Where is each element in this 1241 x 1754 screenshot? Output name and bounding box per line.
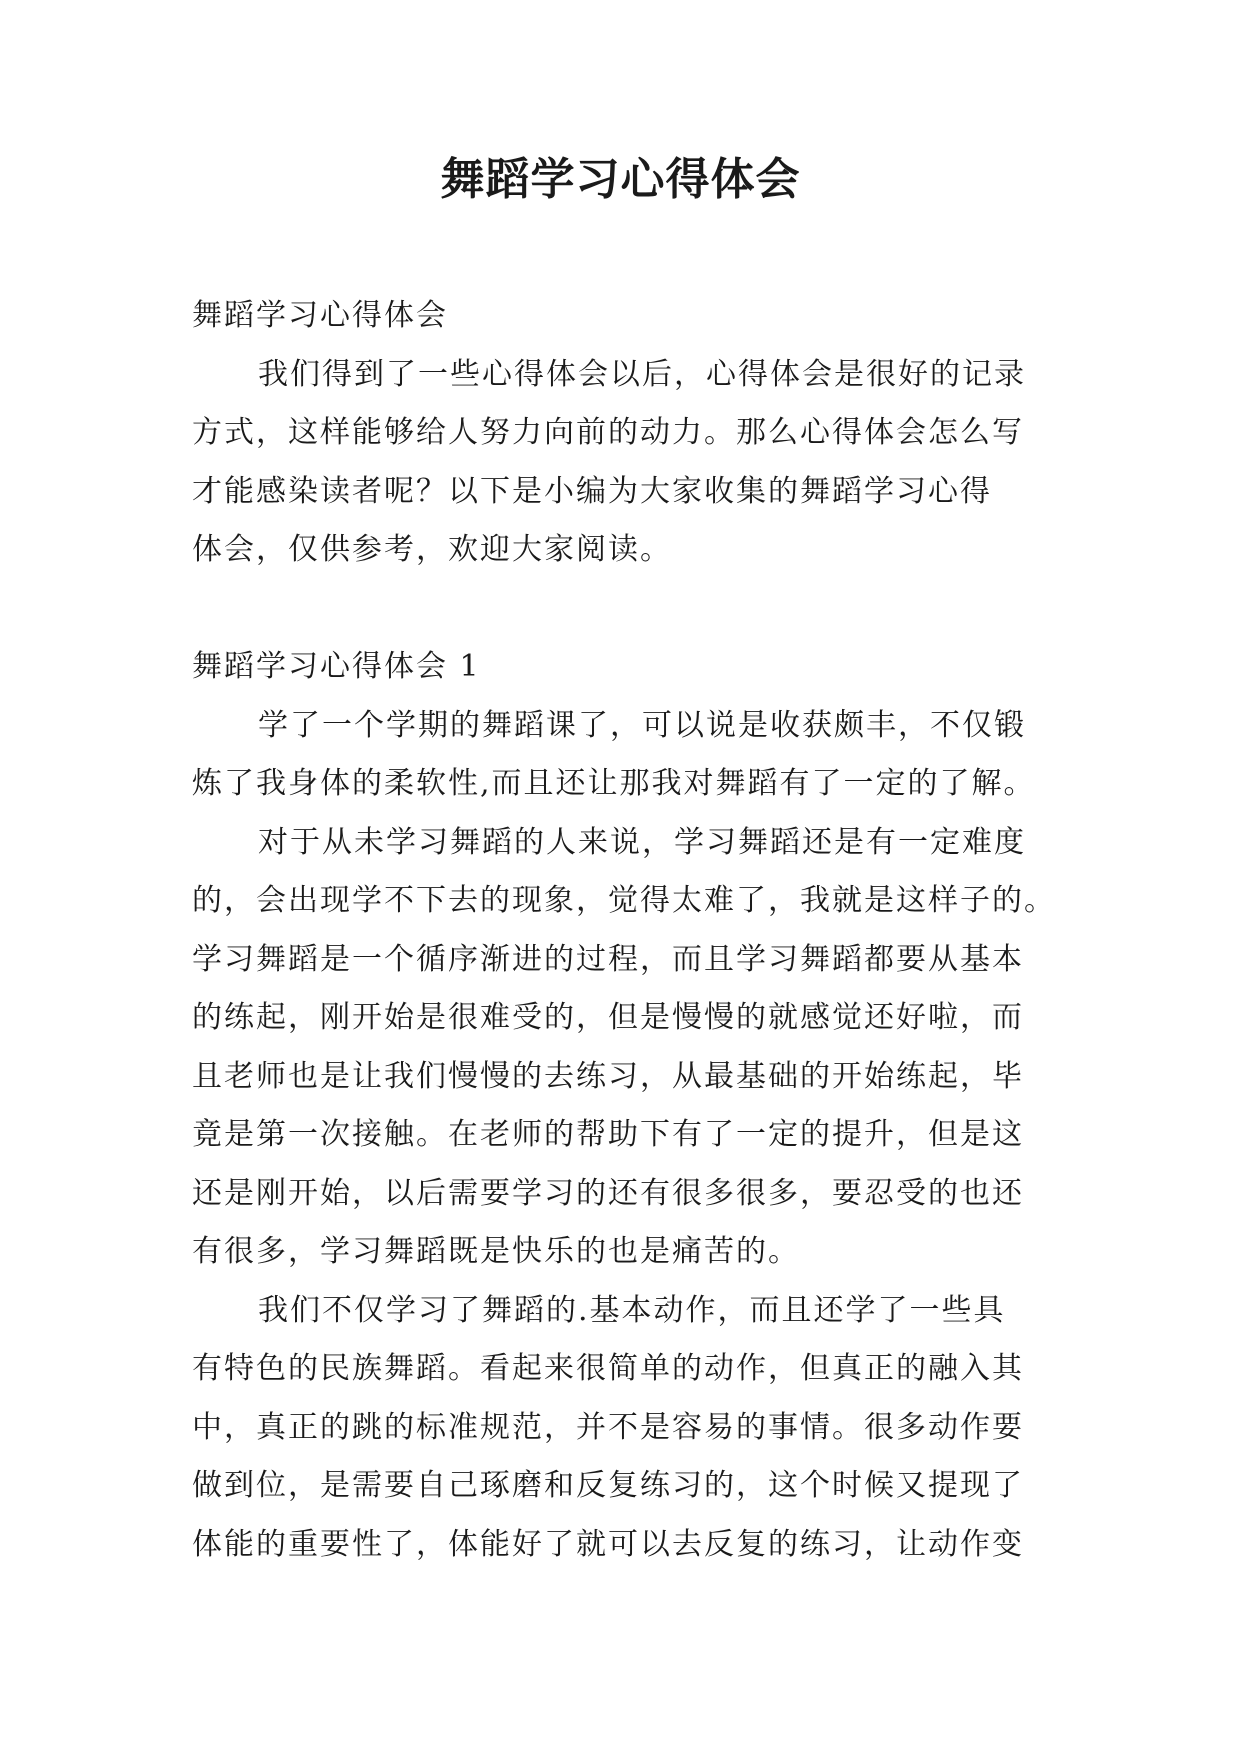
section-heading: 舞蹈学习心得体会 (192, 298, 448, 333)
text-line: 对于从未学习舞蹈的人来说，学习舞蹈还是有一定难度 (258, 824, 1026, 860)
text-line: 学习舞蹈是一个循序渐进的过程，而且学习舞蹈都要从基本 (192, 941, 1024, 977)
text-line: 中，真正的跳的标准规范，并不是容易的事情。很多动作要 (192, 1409, 1024, 1445)
text-line: 的练起，刚开始是很难受的，但是慢慢的就感觉还好啦，而 (192, 1000, 1024, 1035)
text-line: 的，会出现学不下去的现象，觉得太难了，我就是这样子的。 (192, 883, 1056, 918)
document-title: 舞蹈学习心得体会 (440, 154, 801, 205)
section-spacer (192, 580, 1052, 639)
text-line: 体会，仅供参考，欢迎大家阅读。 (192, 532, 672, 567)
text-line: 炼了我身体的柔软性,而且还让那我对舞蹈有了一定的了解。 (192, 766, 1036, 801)
text-line: 才能感染读者呢？以下是小编为大家收集的舞蹈学习心得 (192, 473, 992, 509)
text-line: 还是刚开始，以后需要学习的还有很多很多，要忍受的也还 (192, 1175, 1024, 1211)
text-line: 学了一个学期的舞蹈课了，可以说是收获颇丰，不仅锻 (258, 707, 1026, 743)
paragraph (192, 814, 1056, 1282)
text-line: 且老师也是让我们慢慢的去练习，从最基础的开始练起，毕 (192, 1058, 1024, 1094)
paragraph (192, 697, 1052, 814)
text-line: 体能的重要性了，体能好了就可以去反复的练习，让动作变 (192, 1526, 1024, 1562)
text-line: 有特色的民族舞蹈。看起来很简单的动作，但真正的融入其 (192, 1351, 1024, 1386)
paragraph (192, 1282, 1052, 1575)
document-body (192, 287, 1056, 1574)
text-line: 竟是第一次接触。在老师的帮助下有了一定的提升，但是这 (192, 1117, 1024, 1152)
text-line: 方式，这样能够给人努力向前的动力。那么心得体会怎么写 (192, 415, 1024, 450)
text-line: 有很多，学习舞蹈既是快乐的也是痛苦的。 (192, 1234, 800, 1269)
section-heading: 舞蹈学习心得体会 1 (192, 649, 481, 684)
text-line: 做到位，是需要自己琢磨和反复练习的，这个时候又提现了 (192, 1468, 1024, 1503)
text-line: 我们不仅学习了舞蹈的.基本动作，而且还学了一些具 (258, 1292, 1006, 1328)
paragraph (192, 346, 1052, 580)
text-line: 我们得到了一些心得体会以后，心得体会是很好的记录 (258, 356, 1026, 392)
